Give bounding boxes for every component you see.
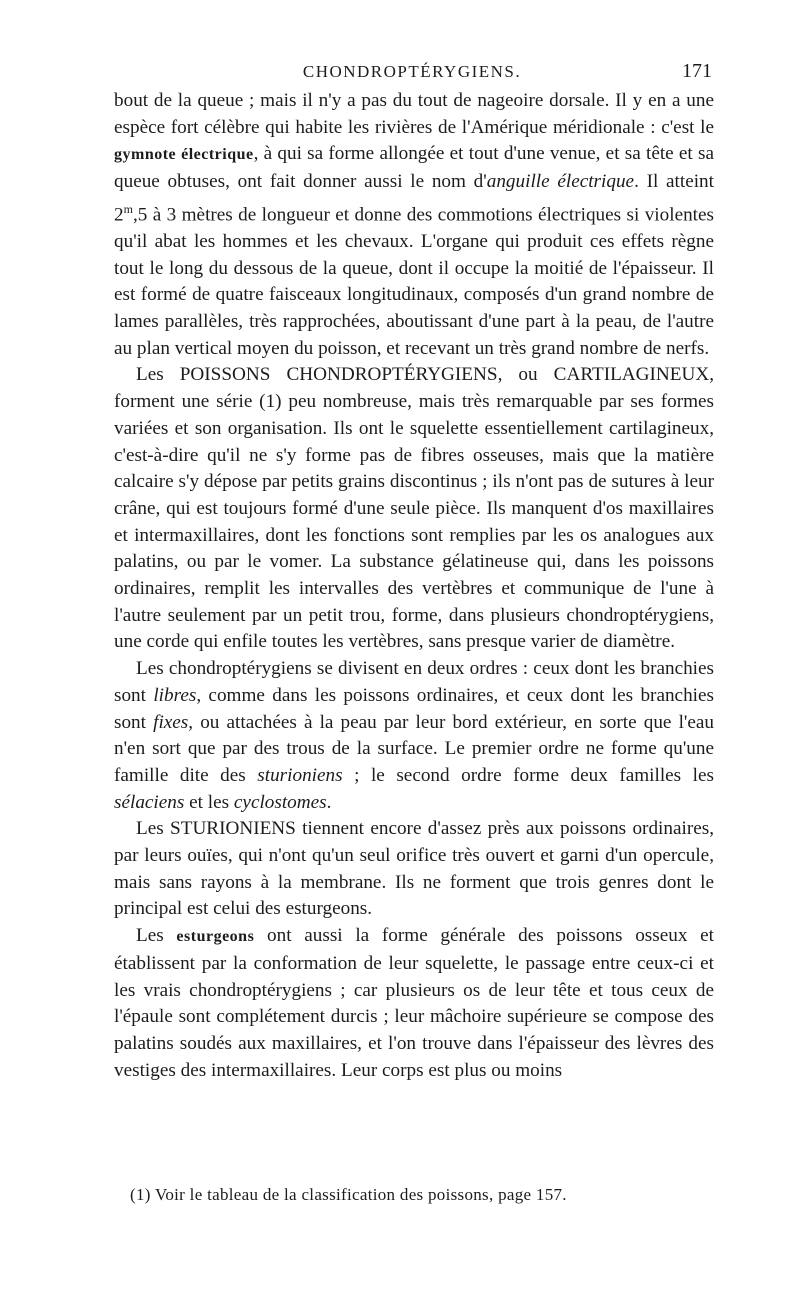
text-run: tiennent encore d'assez près aux poissons ordinaires, par leurs ouïes, qui n'ont qu'un seul orifice très ouvert et garni d'un opercule, mais sans rayons à la membrane. Ils ne forment que trois genres dont le principal est celui des esturgeons.: [114, 818, 714, 920]
term-sturioniens: sturioniens: [257, 764, 343, 786]
text-run: , ou attachées à la peau par leur bord extérieur, en sorte que l'eau n'en sort que par des trous de la surface. Le premier ordre ne forme qu'une famille dite des: [114, 711, 714, 786]
body-text: [114, 88, 714, 1084]
paragraph-gymnote: [114, 88, 714, 362]
term-anguille-electrique: anguille électrique: [486, 171, 635, 193]
paragraph-chondropterygiens: [114, 362, 714, 656]
term-cartilagineux: CARTILAGINEUX: [553, 364, 710, 386]
text-run: , ou: [497, 364, 554, 386]
term-cyclostomes: cyclostomes: [233, 791, 327, 813]
term-gymnote-electrique: gymnote électrique: [114, 146, 254, 164]
term-esturgeons: esturgeons: [176, 928, 255, 946]
text-run: ont aussi la forme générale des poissons osseux et établissent par la conformation de leur squelette, le passage entre ceux-ci et les vrais chondroptérygiens ; car plusieurs os de leur tête et tous ceux de l'épaule sont complétement durcis ; leur mâchoire supérieure se compose des palatins soudés aux maxillaires, et l'on trouve dans l'épaisseur des lèvres des vestiges des intermaxillaires. Leur corps est plus ou moins: [114, 925, 714, 1081]
footnote: (1) Voir le tableau de la classification des poissons, page 157.: [130, 1185, 567, 1204]
text-run: ,5 à 3 mètres de longueur et donne des commotions électriques si violentes qu'il abat les hommes et les chevaux. L'organe qui produit ces effets règne tout le long du dessous de la queue, dont il occupe la moitié de l'épaisseur. Il est formé de quatre faisceaux longitudinaux, composés d'un grand nombre de lames parallèles, très rapprochées, aboutissant d'une part à la peau, de l'autre au plan vertical moyen du poisson, et recevant un très grand nombre de nerfs.: [114, 204, 714, 359]
term-libres: libres: [153, 684, 197, 706]
paragraph-sturioniens: [114, 816, 714, 923]
term-poissons-chondropterygiens: POISSONS CHONDROPTÉRYGIENS: [179, 364, 498, 386]
text-run: Les: [136, 925, 177, 947]
running-title: CHONDROPTÉRYGIENS.: [302, 62, 522, 81]
term-selaciens: sélaciens: [114, 791, 185, 813]
paragraph-ordres: [114, 656, 714, 816]
text-run: , forment une série (1) peu nombreuse, mais très remarquable par ses formes variées et son organisation. Ils ont le squelette essentiellement cartilagineux, c'est-à-dire qu'il ne s'y forme pas de fibres osseuses, mais que la matière calcaire s'y dépose par petits grains discontinus ; ils n'ont pas de sutures à leur crâne, qui est toujours formé d'une seule pièce. Ils manquent d'os maxillaires et intermaxillaires, dont les fonctions sont remplies par les os analogues aux palatins, ou par le vomer. La substance gélatineuse qui, dans les poissons ordinaires, remplit les intervalles des vertèbres et communique de l'une à l'autre seulement par un petit trou, forme, dans plusieurs chondroptérygiens, une corde qui enfile toutes les vertèbres, sans presque varier de diamètre.: [114, 364, 714, 653]
text-run: Les: [136, 364, 180, 386]
term-sturioniens-heading: STURIONIENS: [170, 818, 296, 840]
page-number: 171: [682, 60, 712, 82]
text-run: bout de la queue ; mais il n'y a pas du tout de nageoire dorsale. Il y en a une espèce fort célèbre qui habite les rivières de l'Amérique méridionale : c'est le: [114, 90, 714, 138]
text-run: .: [326, 791, 332, 813]
text-run: . Il atteint 2: [114, 171, 714, 226]
text-run: et les: [184, 791, 234, 813]
term-fixes: fixes: [153, 711, 189, 733]
text-run: , comme dans les poissons ordinaires, et ceux dont les branchies sont: [114, 684, 714, 733]
text-run: Les: [136, 818, 171, 840]
text-run: Les chondroptérygiens se divisent en deux ordres : ceux dont les branchies sont: [114, 658, 714, 706]
unit-superscript: m: [123, 201, 133, 216]
paragraph-esturgeons: [114, 923, 714, 1084]
text-run: ; le second ordre forme deux familles les: [342, 764, 714, 786]
running-head: [112, 62, 712, 86]
text-run: , à qui sa forme allongée et tout d'une venue, et sa tête et sa queue obtuses, ont fait donner aussi le nom d': [114, 143, 714, 193]
